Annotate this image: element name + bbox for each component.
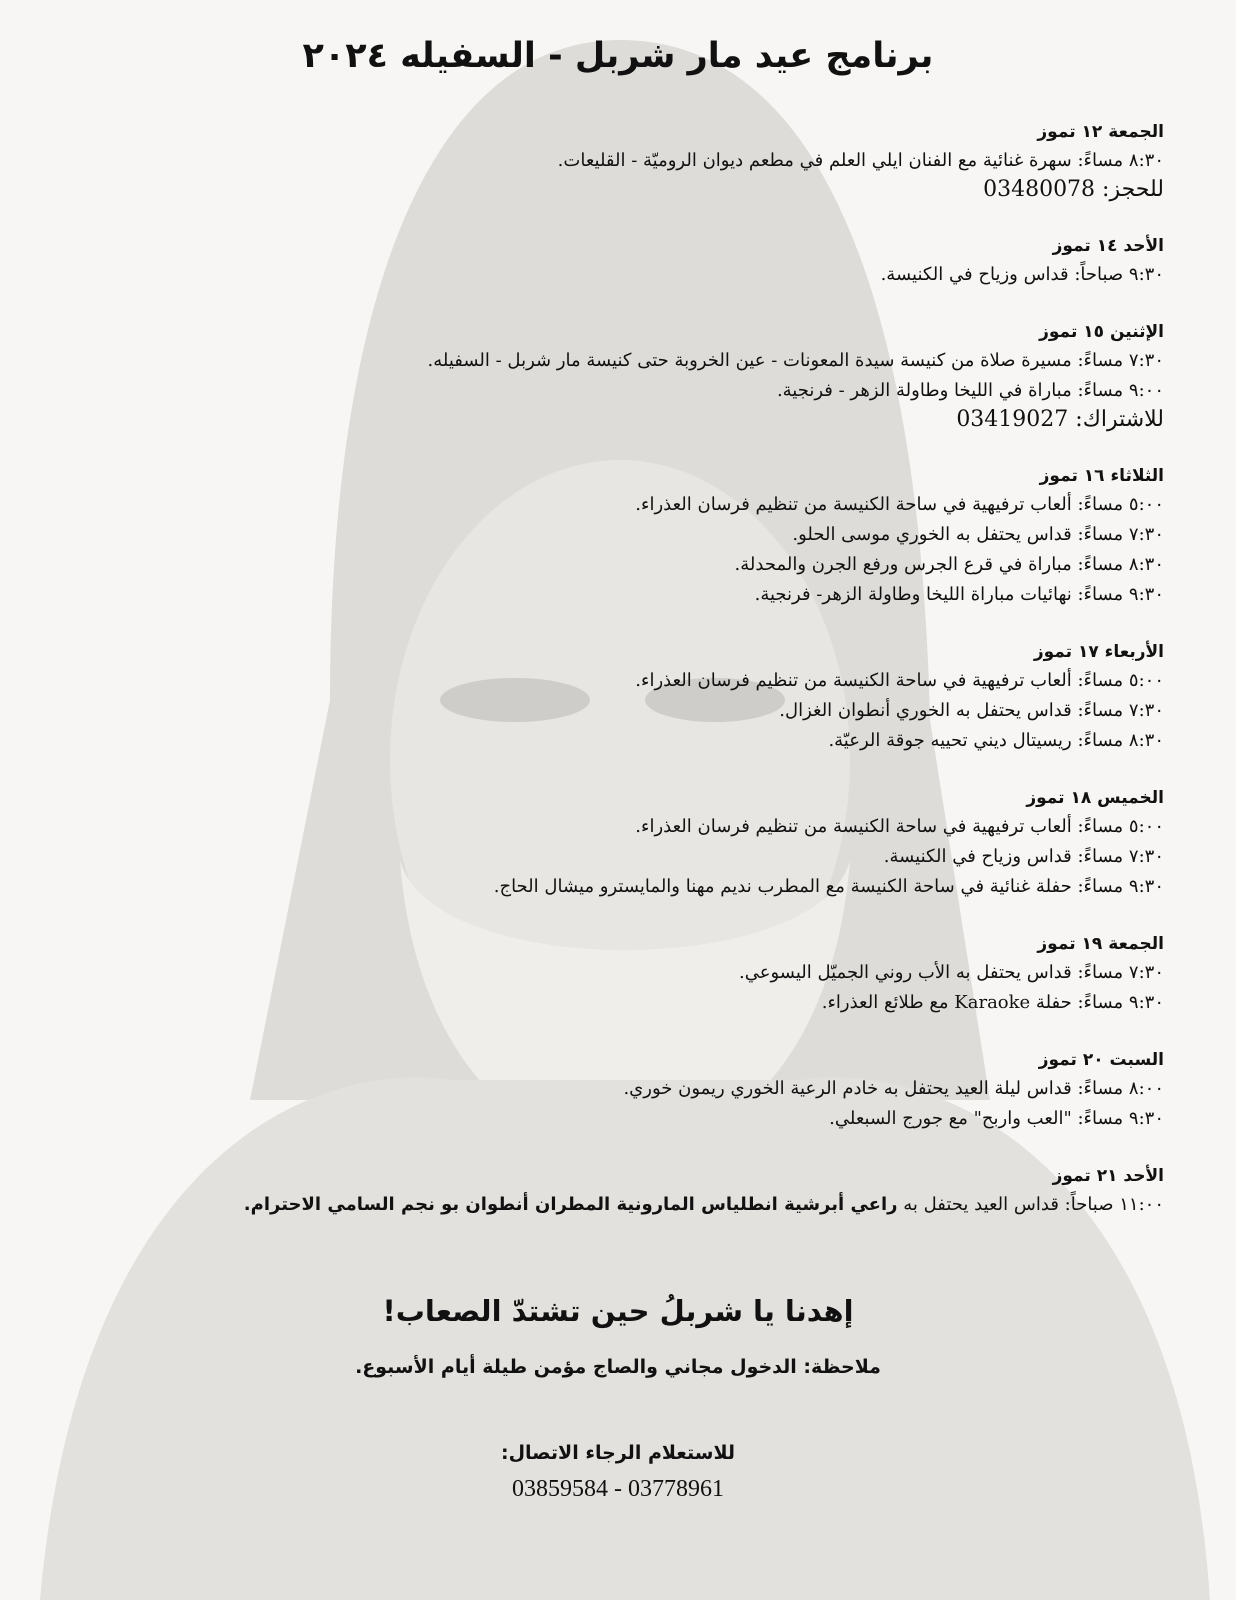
- event-line: ٩:٣٠ مساءً: حفلة غنائية في ساحة الكنيسة مع المطرب نديم مهنا والمايسترو ميشال الحاج.: [493, 876, 1164, 897]
- page-title: برنامج عيد مار شربل - السفيله ٢٠٢٤: [302, 36, 934, 76]
- note: ملاحظة: الدخول مجاني والصاج مؤمن طيلة أيام الأسبوع.: [355, 1356, 881, 1378]
- event-line: ٧:٣٠ مساءً: مسيرة صلاة من كنيسة سيدة المعونات - عين الخروبة حتى كنيسة مار شربل - السفيله.: [427, 350, 1164, 371]
- day-section-sun-21: [164, 1162, 1164, 1220]
- day-heading: الثلاثاء ١٦ تموز: [1039, 466, 1164, 486]
- event-line: ٧:٣٠ مساءً: قداس وزياح في الكنيسة.: [883, 846, 1164, 867]
- day-heading: الأحد ٢١ تموز: [1052, 1166, 1164, 1186]
- event-line: [164, 1190, 1164, 1220]
- event-line: ٨:٣٠ مساءً: ريسيتال ديني تحييه جوقة الرعيّة.: [828, 730, 1164, 751]
- day-section-mon-15: [164, 318, 1164, 434]
- event-line-plain: ١١:٠٠ صباحاً: قداس العيد يحتفل به: [897, 1194, 1164, 1215]
- day-section-fri-19: [164, 930, 1164, 1018]
- day-heading: السبت ٢٠ تموز: [1038, 1050, 1164, 1070]
- day-heading: الجمعة ١٩ تموز: [1037, 934, 1164, 954]
- booking-phone: للحجز: 03480078: [983, 177, 1164, 202]
- event-line: ٥:٠٠ مساءً: ألعاب ترفيهية في ساحة الكنيسة من تنظيم فرسان العذراء.: [635, 816, 1164, 837]
- event-line: ٧:٣٠ مساءً: قداس يحتفل به الخوري موسى الحلو.: [792, 524, 1164, 545]
- day-section-sun-14: [164, 232, 1164, 290]
- day-heading: الخميس ١٨ تموز: [1026, 788, 1164, 808]
- event-line: ٨:٣٠ مساءً: مباراة في قرع الجرس ورفع الجرن والمحدلة.: [734, 554, 1164, 575]
- day-heading: الجمعة ١٢ تموز: [1037, 122, 1164, 142]
- slogan: إهدنا يا شربلُ حين تشتدّ الصعاب!: [382, 1294, 854, 1328]
- day-section-fri-12: [164, 118, 1164, 204]
- contact-numbers: 03859584 - 03778961: [512, 1476, 724, 1502]
- event-line: ٧:٣٠ مساءً: قداس يحتفل به الأب روني الجميّل اليسوعي.: [739, 962, 1164, 983]
- event-line: ٨:٣٠ مساءً: سهرة غنائية مع الفنان ايلي العلم في مطعم ديوان الروميّة - القليعات.: [557, 150, 1164, 171]
- event-line: ٩:٣٠ صباحاً: قداس وزياح في الكنيسة.: [880, 264, 1164, 285]
- event-line: ٩:٣٠ مساءً: نهائيات مباراة الليخا وطاولة الزهر- فرنجية.: [754, 584, 1164, 605]
- event-line-bold: راعي أبرشية انطلياس المارونية المطران أنطوان بو نجم السامي الاحترام.: [243, 1194, 898, 1215]
- event-line: ٧:٣٠ مساءً: قداس يحتفل به الخوري أنطوان الغزال.: [779, 700, 1164, 721]
- event-line: ٥:٠٠ مساءً: ألعاب ترفيهية في ساحة الكنيسة من تنظيم فرسان العذراء.: [635, 670, 1164, 691]
- registration-phone: للاشتراك: 03419027: [956, 407, 1164, 432]
- event-line: ٩:٣٠ مساءً: "العب واربح" مع جورج السبعلي.: [829, 1108, 1164, 1129]
- schedule: [164, 118, 1164, 1248]
- day-section-thu-18: [164, 784, 1164, 902]
- event-line: ٩:٠٠ مساءً: مباراة في الليخا وطاولة الزهر - فرنجية.: [776, 380, 1164, 401]
- day-heading: الأحد ١٤ تموز: [1052, 236, 1164, 256]
- event-line: ٥:٠٠ مساءً: ألعاب ترفيهية في ساحة الكنيسة من تنظيم فرسان العذراء.: [635, 494, 1164, 515]
- day-heading: الأربعاء ١٧ تموز: [1033, 642, 1164, 662]
- event-line: ٩:٣٠ مساءً: حفلة Karaoke مع طلائع العذراء.: [821, 992, 1164, 1013]
- day-section-sat-20: [164, 1046, 1164, 1134]
- event-line: ٨:٠٠ مساءً: قداس ليلة العيد يحتفل به خادم الرعية الخوري ريمون خوري.: [623, 1078, 1164, 1099]
- day-heading: الإثنين ١٥ تموز: [1039, 322, 1164, 342]
- day-section-tue-16: [164, 462, 1164, 610]
- day-section-wed-17: [164, 638, 1164, 756]
- contact-label: للاستعلام الرجاء الاتصال:: [500, 1442, 736, 1464]
